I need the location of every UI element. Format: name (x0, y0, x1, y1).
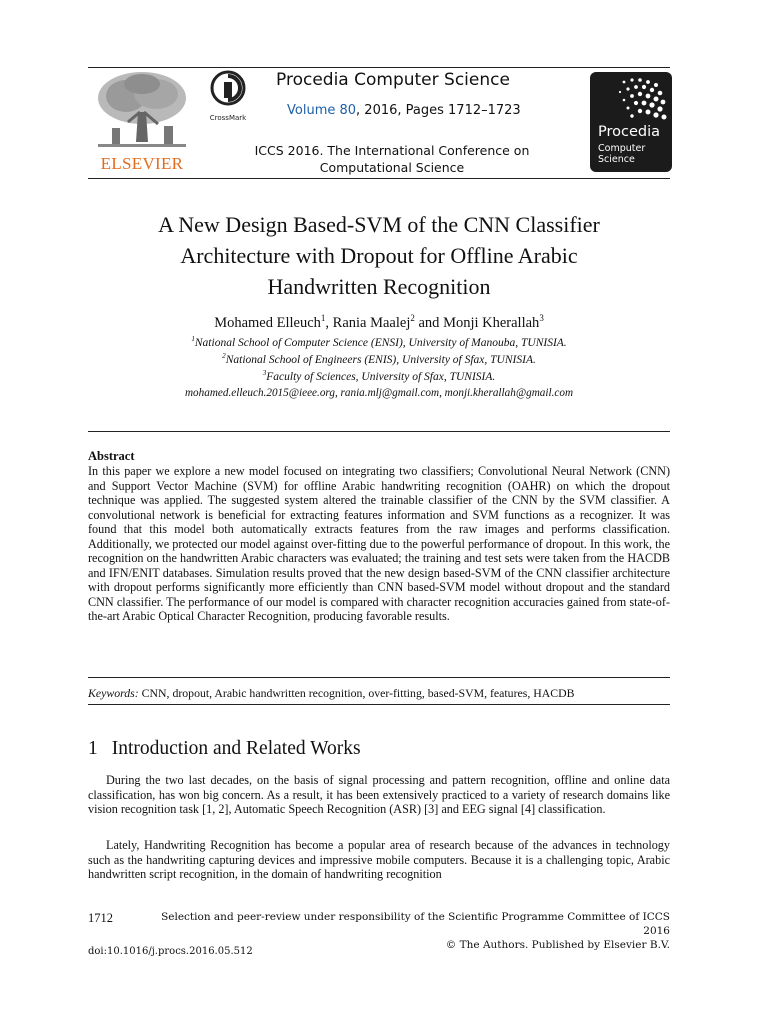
crossmark-badge[interactable] (205, 68, 251, 126)
elsevier-logo[interactable] (92, 68, 192, 176)
conference-name: ICCS 2016. The International Conference on Computational Science (254, 143, 530, 175)
procedia-dots-icon (590, 72, 672, 124)
body-paragraph: Lately, Handwriting Recognition has become a popular area of research because of the advances in technology such as the handwriting capturing devices and impressive mobile computers. Because it is a challenging topic, Arabic handwritten script recognition, in the domain of handwriting recognition (88, 838, 670, 881)
section-heading (88, 738, 361, 760)
affiliation-text: National School of Engineers (ENIS), University of Sfax, TUNISIA. (225, 353, 536, 366)
section-number: 1 (88, 738, 98, 759)
author-separator: , (325, 314, 333, 331)
doi-link[interactable]: doi:10.1016/j.procs.2016.05.512 (88, 946, 253, 957)
author-affil-sup: 2 (410, 313, 415, 323)
author-name: Mohamed Elleuch (214, 314, 321, 331)
author-separator: and (414, 314, 444, 331)
footer-note-line: © The Authors. Published by Elsevier B.V. (445, 939, 670, 951)
volume-pages: , 2016, Pages 1712–1723 (356, 103, 521, 118)
author-name: Monji Kherallah (443, 314, 540, 331)
author-list (88, 313, 670, 332)
title-line: Handwritten Recognition (267, 274, 491, 299)
affiliation-text: Faculty of Sciences, University of Sfax, TUNISIA. (266, 370, 496, 383)
abstract-body: In this paper we explore a new model focused on integrating two classifiers; Convolutional Neural Network (CNN) and Support Vector Machine (SVM) for offline Arabic handwriting recognition (OAHR) on which the dropout technique was applied. The suggested system altered the trainable classifier of the CNN by the SVM classifier. A convolutional network is beneficial for extracting features information and SVM functions as a recognizer. It was found that this model both automatically extracts features from the raw images and performs classification. Additionally, we protected our model against over-fitting due to the powerful performance of dropout. In this work, the recognition on the handwritten Arabic characters was evaluated; the training and test sets were taken from the HACDB and IFN/ENIT databases. Simulation results proved that the new design based-SVM of the CNN classifier architecture with dropout performs significantly more efficiently than CNN based-SVM model without dropout and the standard CNN classifier. The performance of our model is compared with character recognition accuracies gained from state-of-the-art Arabic Optical Character Recognition, producing favorable results. (88, 464, 670, 623)
abstract-top-rule (88, 431, 670, 432)
abstract-mid-rule (88, 677, 670, 678)
keywords (88, 686, 670, 701)
author-affil-sup: 1 (320, 313, 326, 323)
affiliation (88, 352, 670, 366)
affiliation-sup: 1 (191, 335, 195, 343)
body-paragraph: During the two last decades, on the basis of signal processing and pattern recognition, offline and online data classification, has won big concern. As a result, it has been extensively practiced to a variety of research domains like vision recognition task [1, 2], Automatic Speech Recognition (ASR) [3] and EEG signal [4] classification. (88, 773, 670, 816)
procedia-subbrand: Computer Science (598, 143, 646, 165)
author-emails[interactable]: mohamed.elleuch.2015@ieee.org, rania.mlj@gmail.com, monji.kherallah@gmail.com (184, 387, 574, 399)
footer-note-line: Selection and peer-review under responsibility of the Scientific Programme Committee of ICCS 2016 (161, 911, 670, 937)
elsevier-wordmark: ELSEVIER (100, 154, 184, 173)
procedia-logo[interactable] (590, 72, 672, 172)
page-number: 1712 (88, 911, 113, 925)
affiliation-sup: 3 (262, 369, 267, 377)
procedia-brand: Procedia (598, 124, 661, 140)
crossmark-label: CrossMark (209, 114, 247, 122)
paper-title (88, 209, 670, 302)
affiliation (88, 335, 670, 349)
abstract-heading: Abstract (88, 449, 135, 463)
crossmark-icon (205, 68, 251, 126)
volume-line (287, 103, 521, 118)
keywords-text: CNN, dropout, Arabic handwritten recognition, over-fitting, based-SVM, features, HACDB (138, 686, 575, 700)
author-affil-sup: 3 (539, 313, 544, 323)
author-name: Rania Maalej (332, 314, 411, 331)
volume-link[interactable]: Volume 80 (287, 103, 357, 118)
title-line: Architecture with Dropout for Offline Arabic (180, 243, 578, 268)
affiliation-sup: 2 (222, 352, 226, 360)
title-line: A New Design Based-SVM of the CNN Classifier (158, 212, 600, 237)
abstract-bottom-rule (88, 704, 670, 705)
section-title: Introduction and Related Works (111, 738, 361, 759)
affiliation (88, 369, 670, 383)
keywords-label: Keywords: (88, 686, 139, 700)
header-bottom-rule (88, 178, 670, 179)
affiliation-text: National School of Computer Science (ENSI), University of Manouba, TUNISIA. (194, 336, 567, 349)
journal-name[interactable]: Procedia Computer Science (276, 70, 510, 90)
elsevier-tree-icon (92, 68, 192, 176)
